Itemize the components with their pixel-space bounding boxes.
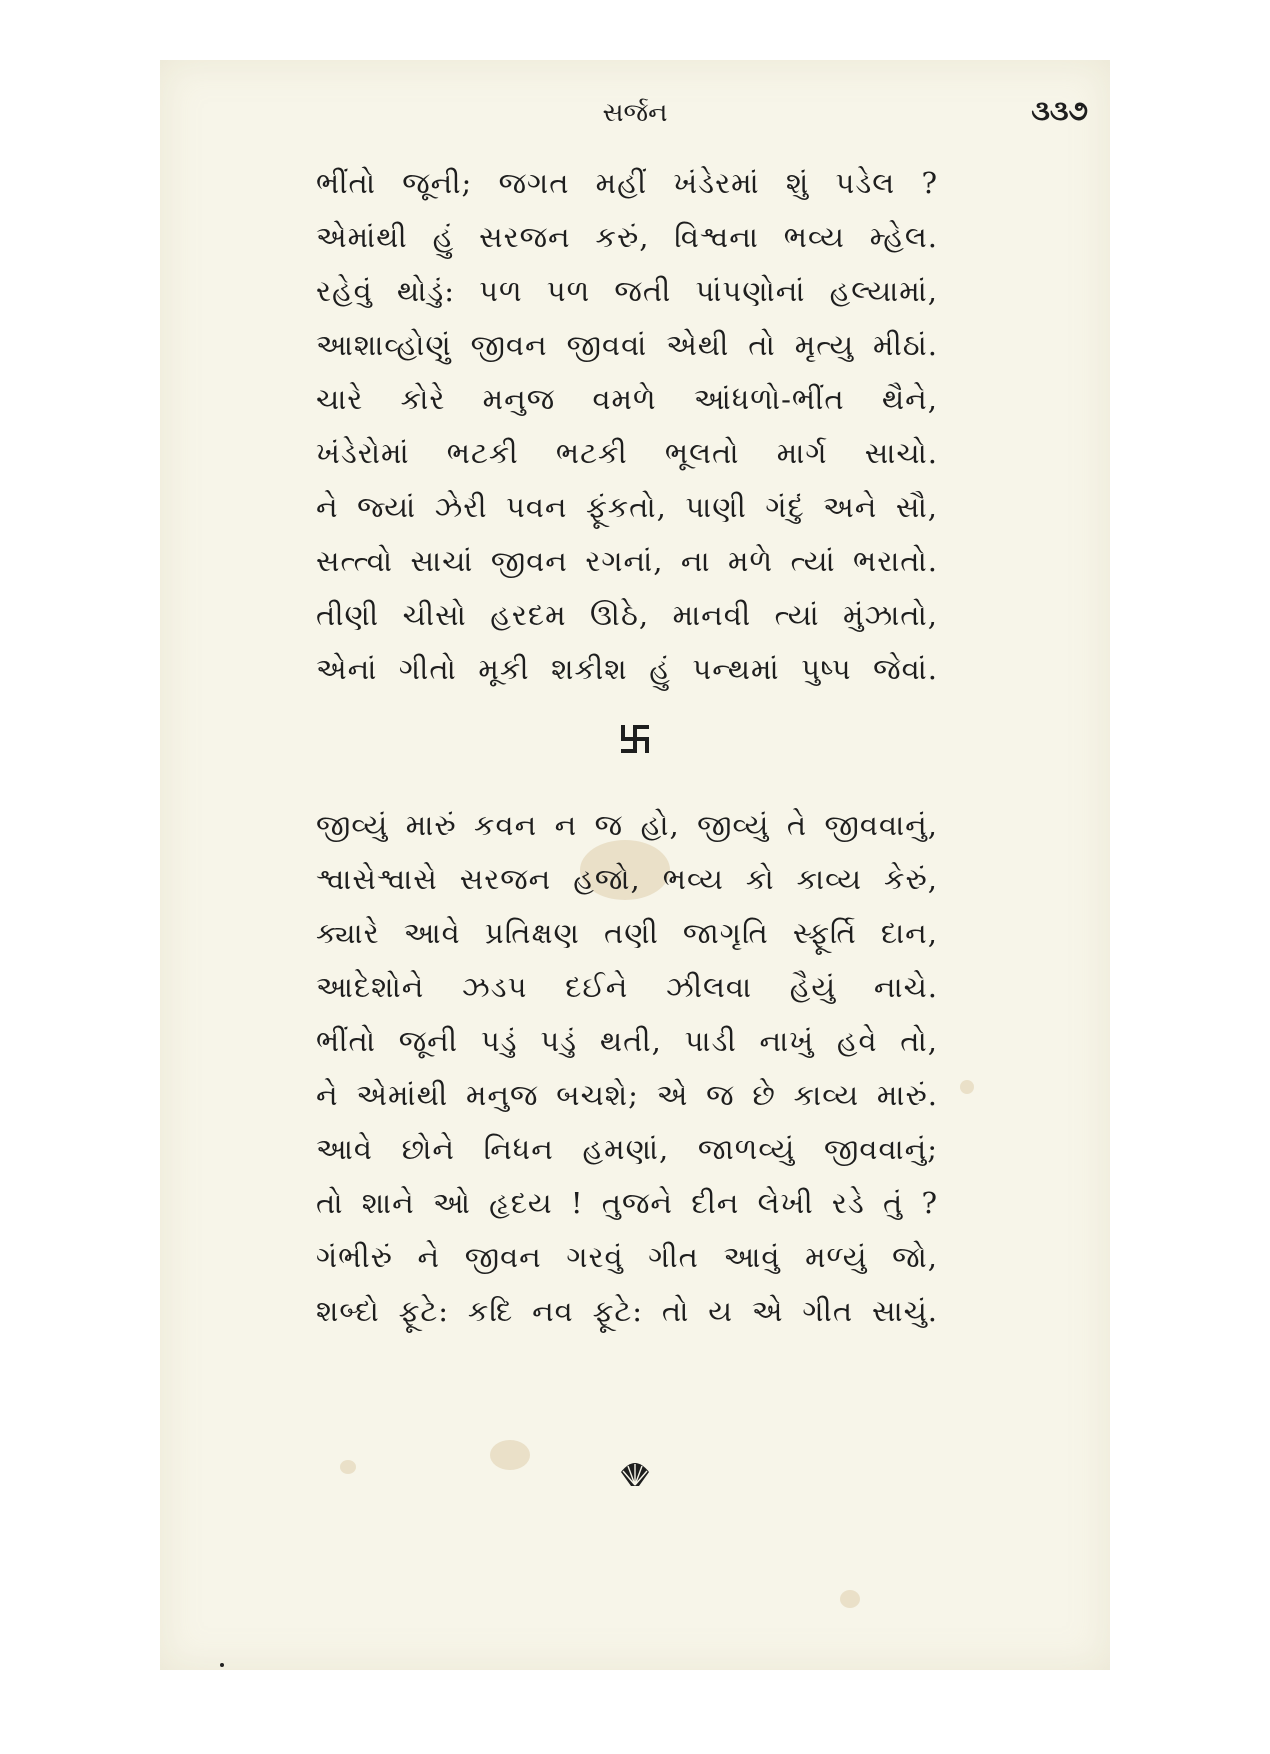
poem-line: ક્યારે આવે પ્રતિક્ષણ તણી જાગૃતિ સ્ફૂર્તિ દાન, <box>316 916 938 950</box>
page-number: ૩૩૭ <box>1031 94 1088 127</box>
book-page <box>160 60 1110 1670</box>
poem-line: ભીંતો જૂની પડું પડું થતી, પાડી નાખું હવે તો, <box>316 1024 938 1058</box>
shell-icon <box>160 1460 1110 1492</box>
poem-stanza-2 <box>316 798 938 1338</box>
swastika-icon <box>160 724 1110 758</box>
poem-line: આદેશોને ઝડપ દઈને ઝીલવા હૈયું નાચે. <box>316 970 938 1004</box>
poem-line: ભીંતો જૂની; જગત મહીં ખંડેરમાં શું પડેલ ? <box>316 166 938 200</box>
print-speck <box>220 1663 224 1667</box>
poem-line: આવે છોને નિધન હમણાં, જાળવ્યું જીવવાનું; <box>316 1132 938 1166</box>
poem-line: એનાં ગીતો મૂકી શકીશ હું પન્થમાં પુષ્પ જેવાં. <box>316 652 938 686</box>
poem-line: ખંડેરોમાં ભટકી ભટકી ભૂલતો માર્ગ સાચો. <box>316 436 938 470</box>
paper-stain <box>840 1590 860 1608</box>
poem-line: સત્ત્વો સાચાં જીવન રગનાં, ના મળે ત્યાં ભરાતો. <box>316 544 938 578</box>
poem-stanza-1 <box>316 156 938 696</box>
poem-line: ને જ્યાં ઝેરી પવન ફૂંકતો, પાણી ગંદું અને સૌ, <box>316 490 938 524</box>
paper-stain <box>960 1080 974 1094</box>
poem-line: જીવ્યું મારું કવન ન જ હો, જીવ્યું તે જીવવાનું, <box>316 808 938 842</box>
poem-line: શબ્દો ફૂટે: કદિ નવ ફૂટે: તો ય એ ગીત સાચું. <box>316 1294 938 1328</box>
poem-line: ગંભીરું ને જીવન ગરવું ગીત આવું મળ્યું જો, <box>316 1240 938 1274</box>
poem-line: ચારે કોરે મનુજ વમળે આંધળો-ભીંત થૈને, <box>316 382 938 416</box>
running-title: સર્જન <box>602 98 668 128</box>
poem-line: રહેવું થોડું: પળ પળ જતી પાંપણોનાં હલ્યામાં, <box>316 274 938 308</box>
poem-line: તીણી ચીસો હરદમ ઊઠે, માનવી ત્યાં મુંઝાતો, <box>316 598 938 632</box>
poem-line: શ્વાસેશ્વાસે સરજન હજો, ભવ્ય કો કાવ્ય કેરું, <box>316 862 938 896</box>
poem-line: ને એમાંથી મનુજ બચશે; એ જ છે કાવ્ય મારું. <box>316 1078 938 1112</box>
poem-line: એમાંથી હું સરજન કરું, વિશ્વના ભવ્ય મ્હેલ. <box>316 220 938 254</box>
poem-line: તો શાને ઓ હૃદય ! તુજને દીન લેખી રડે તું ? <box>316 1186 938 1220</box>
poem-line: આશાવ્હોણું જીવન જીવવાં એથી તો મૃત્યુ મીઠાં. <box>316 328 938 362</box>
